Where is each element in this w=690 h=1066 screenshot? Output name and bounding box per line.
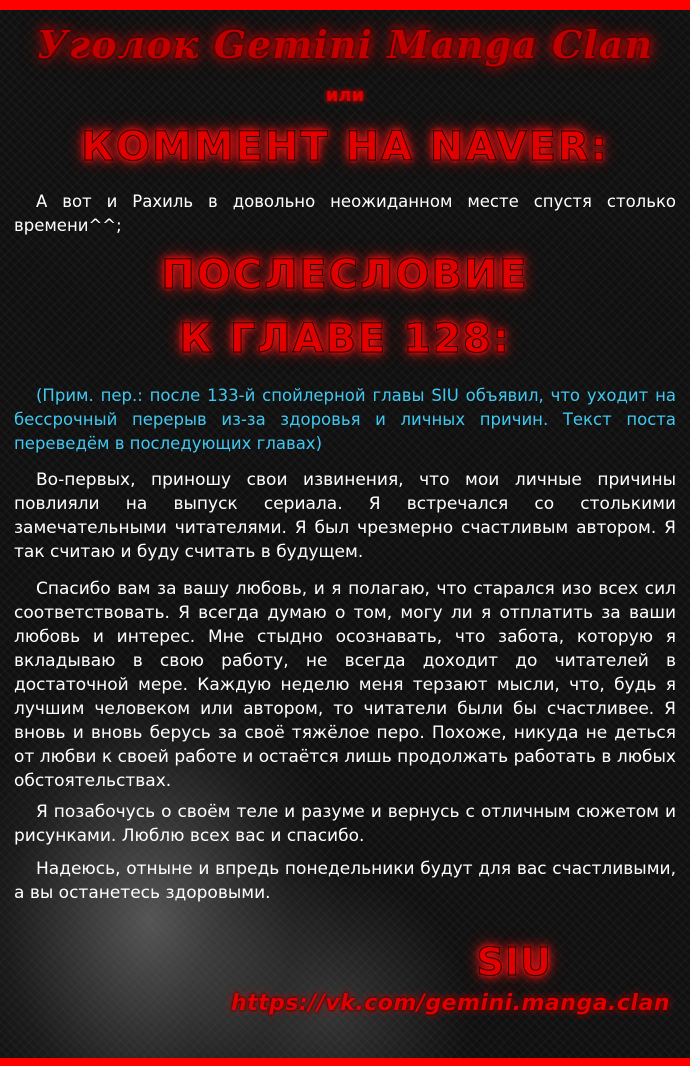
top-red-bar [0,0,690,10]
paragraph-1: Во-первых, приношу свои извинения, что мои личные причины повлияли на выпуск сериала. Я встречался со столькими замечательными читателями. Я был чрезмерно счастливым автором. Я так считаю и буду считать в будущем. [14,470,676,562]
author-signature: SIU [476,940,552,984]
group-link[interactable]: https://vk.com/gemini.manga.clan [230,991,670,1016]
paragraph-4: Надеюсь, отныне и впредь понедельники будут для вас счастливыми, а вы останетесь здоровыми. [14,859,676,903]
page-header-title: Уголок Gemini Manga Clan [37,22,653,67]
intro-paragraph: А вот и Рахиль в довольно неожиданном месте спустя столько времени^^; [14,192,676,235]
paragraph-2: Спасибо вам за вашу любовь, и я полагаю, что старался изо всех сил соответствовать. Я всегда думаю о том, могу ли я отплатить за ваши любовь и интерес. Мне стыдно осознавать, что забота, которую я вкладываю в свою работу, не всегда доходит до читателей в достаточной мере. Каждую неделю меня терзают мысли, что, будь я лучшим человеком или автором, то читатели были бы счастливее. Я вновь и вновь берусь за своё тяжёлое перо. Похоже, никуда не деться от любви к своей работе и остаётся лишь продолжать работать в любых обстоятельствах. [14,579,676,791]
naver-comment-title: КОММЕНТ НА NAVER: [81,124,609,170]
header-or-label: или [325,85,365,106]
translator-note: (Прим. пер.: после 133-й спойлерной главы SIU объявил, что уходит на бессрочный перерыв из-за здоровья и личных причин. Текст поста переведём в последующих главах) [14,386,676,453]
afterword-title-line1: ПОСЛЕСЛОВИЕ [161,252,529,298]
paragraph-3: Я позабочусь о своём теле и разуме и вернусь с отличным сюжетом и рисунками. Люблю всех вас и спасибо. [14,802,676,846]
bottom-red-bar [0,1058,690,1066]
afterword-title-line2: К ГЛАВЕ 128: [179,316,511,362]
